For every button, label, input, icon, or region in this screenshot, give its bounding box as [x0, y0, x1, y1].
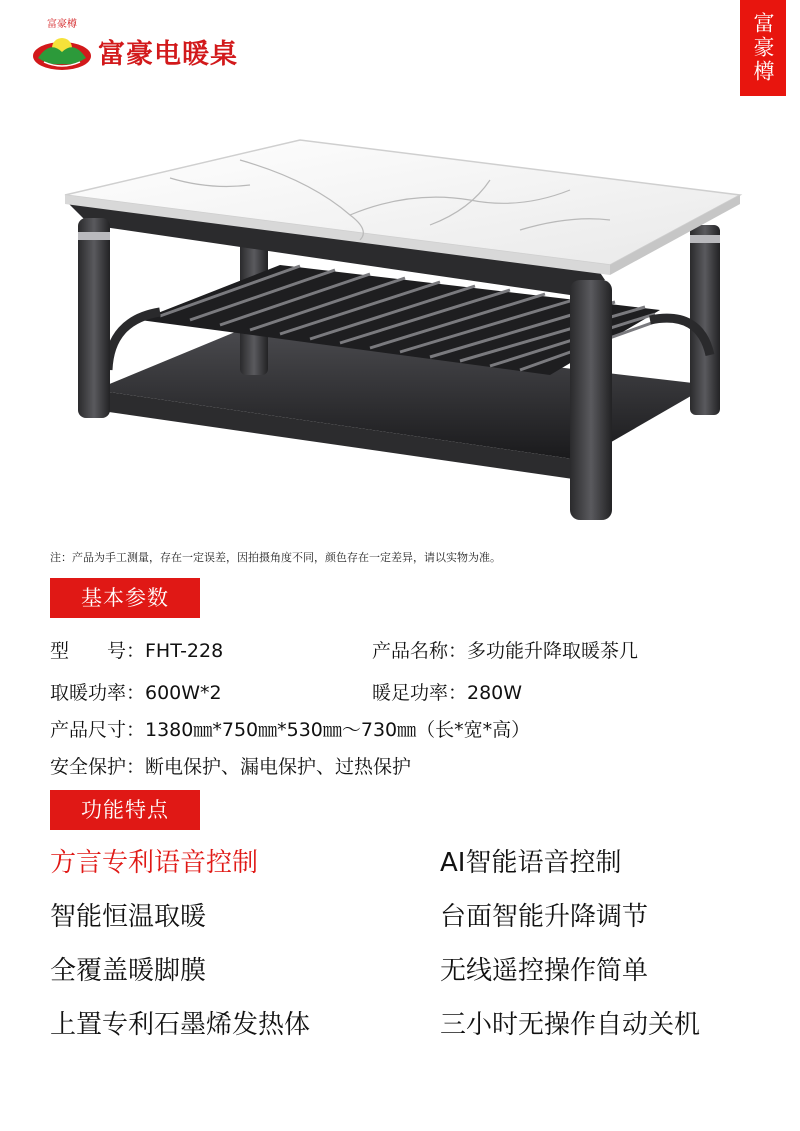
feature-item: AI智能语音控制	[440, 848, 622, 878]
param-safety: 安全保护：断电保护、漏电保护、过热保护	[50, 756, 412, 778]
section-features: 功能特点	[50, 790, 200, 830]
param-product-name: 产品名称：多功能升降取暖茶几	[372, 640, 639, 662]
brand-name: 富豪电暖桌	[98, 39, 238, 70]
brand-emblem-icon	[28, 12, 98, 76]
feature-item: 智能恒温取暖	[50, 902, 207, 932]
product-image	[50, 120, 750, 540]
brand-logo	[28, 12, 260, 78]
feature-item: 全覆盖暖脚膜	[50, 956, 207, 986]
section-basic-params: 基本参数	[50, 578, 200, 618]
param-model: 型 号：FHT-228	[50, 640, 224, 662]
feature-item: 无线遥控操作简单	[440, 956, 649, 986]
param-foot-power: 暖足功率：280W	[372, 682, 523, 704]
feature-item: 三小时无操作自动关机	[440, 1010, 701, 1040]
brand-tag: 富豪樽	[740, 0, 786, 96]
feature-item: 台面智能升降调节	[440, 902, 649, 932]
disclaimer-note: 注：产品为手工测量，存在一定误差，因拍摄角度不同，颜色存在一定差异，请以实物为准。	[50, 551, 501, 564]
emblem-text: 富豪樽	[47, 19, 77, 30]
param-heating-power: 取暖功率：600W*2	[50, 682, 222, 704]
param-size: 产品尺寸：1380㎜*750㎜*530㎜～730㎜（长*宽*高）	[50, 719, 531, 741]
feature-item: 方言专利语音控制	[50, 848, 259, 878]
feature-item: 上置专利石墨烯发热体	[50, 1010, 311, 1040]
